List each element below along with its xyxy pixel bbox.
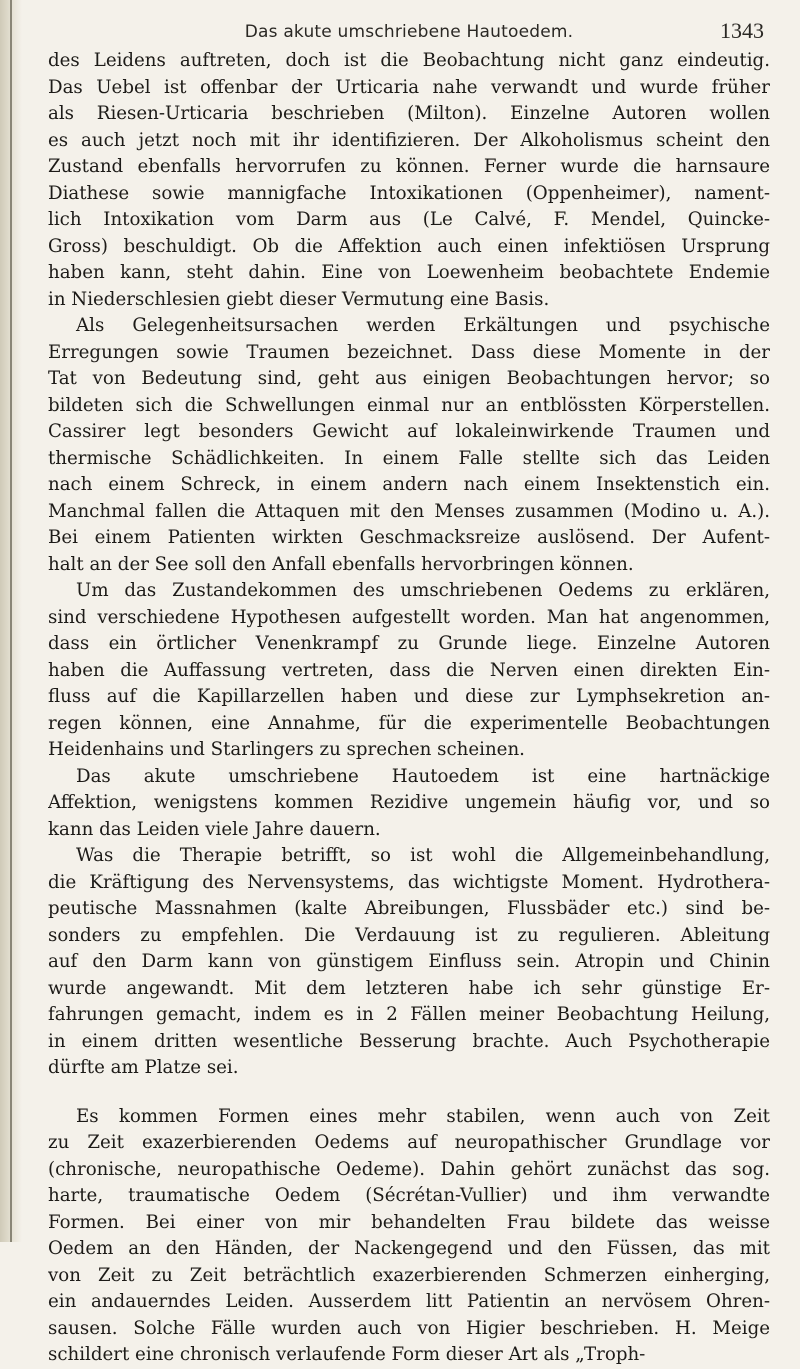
text-line: Erregungen sowie Traumen bezeichnet. Dass diese Momente in der [48,341,770,363]
text-line: wurde angewandt. Mit dem letzteren habe ich sehr günstige Er- [48,977,770,999]
text-line: Diathese sowie mannigfache Intoxikationen (Oppenheimer), nament- [48,182,770,204]
text-line: lich Intoxikation vom Darm aus (Le Calvé, F. Mendel, Quincke- [48,209,770,230]
text-line: Es kommen Formen eines mehr stabilen, wenn auch von Zeit [76,1105,770,1127]
text-line: Manchmal fallen die Attaquen mit den Menses zusammen (Modino u. A.). [48,500,770,522]
book-page [48,12,770,1369]
text-line: haben kann, steht dahin. Eine von Loewenheim beobachtete Endemie [48,262,770,283]
text-line: thermische Schädlichkeiten. In einem Falle stellte sich das Leiden [48,447,770,469]
text-line: Das akute umschriebene Hautoedem ist eine hartnäckige [76,765,770,787]
book-binding-edge [0,0,22,1242]
text-line: Cassirer legt besonders Gewicht auf lokaleinwirkende Traumen und [48,421,770,442]
text-line: von Zeit zu Zeit beträchtlich exazerbierenden Schmerzen einherging, [48,1264,770,1286]
text-line: nach einem Schreck, in einem andern nach einem Insektenstich ein. [48,474,770,495]
text-line: Gross) beschuldigt. Ob die Affektion auch einen infektiösen Ursprung [48,235,770,257]
body-text-section-1 [48,48,770,1082]
running-head [48,12,770,48]
binding-line [10,0,12,1242]
text-line: Affektion, wenigstens kommen Rezidive ungemein häufig vor, und so [48,792,770,813]
text-line: Heidenhains und Starlingers zu sprechen scheinen. [48,739,525,760]
text-line: zu Zeit exazerbierenden Oedems auf neuropathischer Grundlage vor [48,1132,770,1153]
text-line: Um das Zustandekommen des umschriebenen Oedems zu erklären, [76,580,770,601]
section-gap [48,1082,770,1104]
text-line: haben die Auffassung vertreten, dass die Nerven einen direkten Ein- [48,659,770,681]
text-line: die Kräftigung des Nervensystems, das wichtigste Moment. Hydrothera- [48,871,770,893]
text-line: als Riesen-Urticaria beschrieben (Milton). Einzelne Autoren wollen [48,103,770,124]
text-line: in einem dritten wesentliche Besserung brachte. Auch Psychotherapie [48,1030,770,1052]
text-line: (chronische, neuropathische Oedeme). Dahin gehört zunächst das sog. [48,1158,770,1180]
text-line: auf den Darm kann von günstigem Einfluss sein. Atropin und Chinin [48,951,770,972]
text-line: kann das Leiden viele Jahre dauern. [48,818,381,840]
text-line: Formen. Bei einer von mir behandelten Frau bildete das weisse [48,1211,770,1233]
text-line: dass ein örtlicher Venenkrampf zu Grunde liege. Einzelne Autoren [48,633,770,654]
text-line: fahrungen gemacht, indem es in 2 Fällen meiner Beobachtung Heilung, [48,1004,770,1025]
text-line: sausen. Solche Fälle wurden auch von Higier beschrieben. H. Meige [48,1317,770,1339]
page-number: 1343 [720,18,764,43]
text-line: dürfte am Platze sei. [48,1057,239,1078]
text-line: Was die Therapie betrifft, so ist wohl die Allgemeinbehandlung, [76,845,770,866]
text-line: ein andauerndes Leiden. Ausserdem litt Patientin an nervösem Ohren- [48,1291,770,1312]
text-line: sind verschiedene Hypothesen aufgestellt worden. Man hat angenommen, [48,606,770,628]
text-line: harte, traumatische Oedem (Sécrétan-Vullier) und ihm verwandte [48,1185,770,1206]
text-line: regen können, eine Annahme, für die experimentelle Beobachtungen [48,712,770,734]
text-line: sonders zu empfehlen. Die Verdauung ist zu regulieren. Ableitung [48,924,770,946]
text-line: bildeten sich die Schwellungen einmal nur an entblössten Körperstellen. [48,394,770,416]
text-line: peutische Massnahmen (kalte Abreibungen, Flussbäder etc.) sind be- [48,898,770,919]
body-text-section-2 [48,1104,770,1369]
text-line: schildert eine chronisch verlaufende Form dieser Art als „Troph- [48,1344,646,1365]
text-line: Zustand ebenfalls hervorrufen zu können. Ferner wurde die harnsaure [48,156,770,177]
text-line: Oedem an den Händen, der Nackengegend und den Füssen, das mit [48,1238,770,1259]
text-line: Tat von Bedeutung sind, geht aus einigen Beobachtungen hervor; so [48,368,770,389]
text-line: Bei einem Patienten wirkten Geschmacksreize auslösend. Der Aufent- [48,527,770,548]
text-line: halt an der See soll den Anfall ebenfalls hervorbringen können. [48,553,634,575]
text-line: des Leidens auftreten, doch ist die Beobachtung nicht ganz eindeutig. [48,50,770,71]
text-line: Das Uebel ist offenbar der Urticaria nahe verwandt und wurde früher [48,76,770,98]
running-title: Das akute umschriebene Hautoedem. [244,22,574,42]
text-line: Als Gelegenheitsursachen werden Erkältungen und psychische [76,315,770,336]
text-line: in Niederschlesien giebt dieser Vermutung eine Basis. [48,288,550,310]
text-line: es auch jetzt noch mit ihr identifizieren. Der Alkoholismus scheint den [48,129,770,151]
text-line: fluss auf die Kapillarzellen haben und diese zur Lymphsekretion an- [48,686,770,707]
